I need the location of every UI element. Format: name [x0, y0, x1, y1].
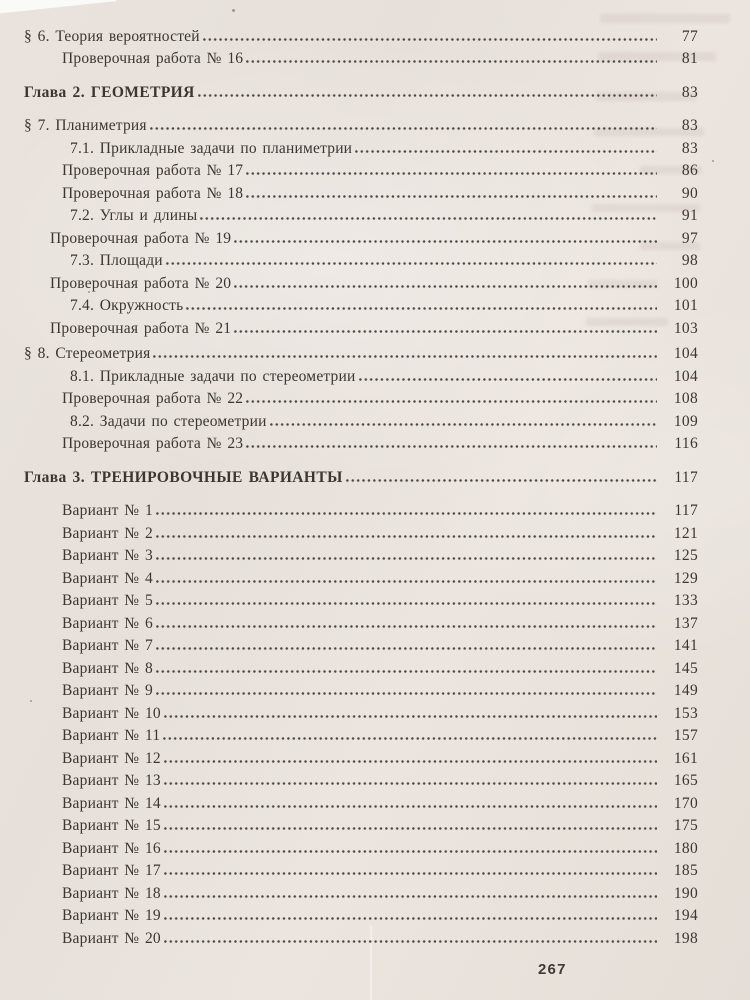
toc-entry: [24, 723, 698, 746]
toc-entry: [24, 790, 698, 813]
toc-entry: [24, 408, 698, 431]
dot-leader: [156, 556, 657, 561]
toc-entry-label: Вариант № 19: [62, 907, 161, 924]
dot-leader: [156, 691, 657, 696]
toc-entry-page: 149: [673, 682, 698, 699]
toc-entry: [24, 46, 698, 69]
toc-entry-page: 190: [673, 884, 698, 902]
toc-entry-page: 103: [673, 319, 698, 337]
toc-list: [0, 23, 750, 948]
dot-leader: [156, 579, 657, 584]
toc-entry: [24, 700, 698, 723]
toc-entry: [24, 543, 698, 566]
toc-entry: [24, 678, 698, 701]
bleed-through-ghost: [600, 14, 730, 23]
dot-leader: [150, 126, 657, 131]
toc-entry-label: Вариант № 14: [62, 794, 161, 812]
toc-entry-label: Вариант № 20: [62, 929, 161, 947]
toc-entry-label: Вариант № 9: [62, 682, 153, 699]
dot-leader: [156, 646, 657, 651]
toc-entry-page: 97: [681, 229, 698, 247]
toc-entry: [24, 225, 698, 248]
toc-entry: [24, 880, 698, 903]
toc-entry-label: Проверочная работа № 17: [62, 162, 244, 179]
toc-entry: [24, 363, 698, 386]
toc-entry-page: 198: [673, 929, 698, 947]
toc-entry-label: Вариант № 3: [62, 547, 153, 564]
toc-entry-label: Проверочная работа № 18: [62, 184, 244, 202]
dot-leader: [186, 306, 657, 311]
toc-entry-label: Вариант № 8: [62, 659, 153, 677]
toc-entry-label: Глава 2. ГЕОМЕТРИЯ: [24, 83, 195, 101]
dot-leader: [246, 171, 657, 176]
toc-entry-label: § 6. Теория вероятностей: [24, 27, 200, 45]
dot-leader: [164, 759, 657, 764]
dot-leader: [164, 781, 657, 786]
toc-entry-label: 7.1. Прикладные задачи по планиметрии: [70, 139, 353, 157]
toc-entry: [24, 610, 698, 633]
dot-leader: [246, 59, 657, 64]
toc-entry-page: 109: [673, 412, 698, 430]
dot-leader: [164, 916, 657, 921]
toc-entry-label: Проверочная работа № 21: [50, 319, 232, 337]
dot-leader: [234, 329, 657, 334]
toc-entry: [24, 858, 698, 881]
toc-entry-label: Вариант № 5: [62, 592, 153, 609]
toc-entry-page: 91: [681, 207, 698, 224]
toc-entry-page: 108: [673, 390, 698, 407]
toc-entry-label: Вариант № 6: [62, 614, 153, 632]
toc-entry-label: Вариант № 11: [62, 727, 161, 744]
toc-entry-label: Вариант № 7: [62, 637, 153, 654]
toc-entry: [24, 588, 698, 611]
toc-entry: [24, 520, 698, 543]
toc-entry-page: 121: [673, 524, 698, 542]
dot-leader: [203, 37, 657, 42]
toc-entry-label: 8.1. Прикладные задачи по стереометрии: [70, 367, 356, 385]
toc-entry-page: 175: [673, 817, 698, 834]
toc-entry: [24, 386, 698, 409]
toc-entry-page: 145: [673, 659, 698, 677]
toc-entry-page: 161: [673, 749, 698, 767]
dot-leader: [198, 93, 657, 98]
scan-edge-artifact: [0, 0, 116, 17]
toc-entry-label: Проверочная работа № 23: [62, 435, 244, 452]
dot-leader: [246, 444, 657, 449]
toc-entry-page: 81: [681, 50, 698, 67]
toc-entry: [24, 23, 698, 46]
toc-entry-label: Вариант № 4: [62, 569, 153, 587]
toc-entry-label: Проверочная работа № 19: [50, 229, 232, 247]
dot-leader: [156, 534, 657, 539]
toc-entry: [24, 925, 698, 948]
dot-leader: [164, 939, 657, 944]
toc-entry-label: Вариант № 15: [62, 817, 161, 834]
toc-entry-page: 86: [681, 162, 698, 179]
toc-entry: [24, 768, 698, 791]
dot-leader: [246, 194, 657, 199]
toc-entry-page: 129: [673, 569, 698, 587]
toc-entry-label: Вариант № 2: [62, 524, 153, 542]
dot-leader: [156, 669, 657, 674]
toc-entry-page: 100: [673, 274, 698, 292]
toc-entry: [24, 655, 698, 678]
toc-entry-label: Вариант № 1: [62, 502, 153, 519]
dot-leader: [234, 284, 657, 289]
toc-entry-page: 133: [673, 592, 698, 609]
toc-entry-page: 98: [681, 252, 698, 269]
toc-entry-page: 141: [673, 637, 698, 654]
toc-entry-page: 104: [673, 345, 698, 362]
toc-entry-page: 137: [673, 614, 698, 632]
toc-entry-label: Вариант № 18: [62, 884, 161, 902]
toc-entry-label: 7.4. Окружность: [70, 297, 184, 314]
dot-leader: [164, 894, 657, 899]
toc-entry-page: 117: [674, 502, 698, 519]
dot-leader: [166, 261, 657, 266]
toc-entry-page: 116: [674, 435, 698, 452]
page-number: 267: [538, 961, 567, 978]
toc-entry: [24, 180, 698, 203]
toc-entry: [24, 745, 698, 768]
toc-entry: [24, 203, 698, 226]
toc-entry: [24, 248, 698, 271]
toc-entry-page: 170: [673, 794, 698, 812]
toc-entry-label: Вариант № 17: [62, 862, 161, 879]
toc-entry-page: 180: [673, 839, 698, 857]
toc-entry: [24, 835, 698, 858]
toc-entry-label: Проверочная работа № 20: [50, 274, 232, 292]
toc-entry-label: Глава 3. ТРЕНИРОВОЧНЫЕ ВАРИАНТЫ: [24, 468, 343, 486]
toc-entry-label: 7.2. Углы и длины: [70, 207, 198, 224]
toc-entry: [24, 431, 698, 454]
toc-entry-label: § 8. Стереометрия: [24, 345, 151, 362]
dot-leader: [246, 399, 657, 404]
dot-leader: [164, 871, 657, 876]
toc-entry: [24, 315, 698, 338]
toc-entry: [24, 633, 698, 656]
toc-entry: [24, 903, 698, 926]
toc-entry: [24, 79, 698, 102]
toc-entry-label: Проверочная работа № 16: [62, 50, 244, 67]
toc-entry: [24, 464, 698, 487]
toc-entry: [24, 135, 698, 158]
toc-entry-page: 194: [673, 907, 698, 924]
dot-leader: [234, 239, 657, 244]
toc-entry-page: 157: [673, 727, 698, 744]
dot-leader: [270, 422, 657, 427]
toc-entry-page: 125: [673, 547, 698, 564]
dot-leader: [164, 714, 657, 719]
toc-entry-page: 83: [681, 117, 698, 134]
dot-leader: [346, 478, 657, 483]
toc-entry: [24, 270, 698, 293]
toc-entry-label: Вариант № 16: [62, 839, 161, 857]
dot-leader: [359, 377, 658, 382]
toc-entry-page: 83: [681, 83, 698, 101]
toc-entry: [24, 565, 698, 588]
toc-entry-label: § 7. Планиметрия: [24, 117, 147, 134]
toc-entry: [24, 341, 698, 364]
dot-leader: [153, 354, 657, 359]
toc-entry-page: 153: [673, 704, 698, 722]
toc-entry-label: Вариант № 10: [62, 704, 161, 722]
toc-entry: [24, 293, 698, 316]
toc-entry-page: 77: [681, 27, 698, 45]
toc-entry-page: 104: [673, 367, 698, 385]
toc-entry: [24, 158, 698, 181]
dot-leader: [200, 216, 657, 221]
dot-leader: [156, 601, 657, 606]
toc-entry-page: 83: [681, 139, 698, 157]
toc-entry-page: 165: [673, 772, 698, 789]
toc-entry: [24, 498, 698, 521]
paper-speck: [232, 9, 235, 12]
toc-entry-label: 8.2. Задачи по стереометрии: [70, 412, 267, 430]
dot-leader: [163, 736, 657, 741]
toc-entry-label: 7.3. Площади: [70, 252, 163, 269]
dot-leader: [164, 804, 657, 809]
dot-leader: [355, 149, 657, 154]
dot-leader: [156, 511, 657, 516]
toc-entry-label: Проверочная работа № 22: [62, 390, 244, 407]
dot-leader: [164, 849, 657, 854]
toc-entry-label: Вариант № 12: [62, 749, 161, 767]
toc-entry-page: 117: [674, 468, 698, 486]
toc-entry: [24, 113, 698, 136]
toc-entry: [24, 813, 698, 836]
dot-leader: [164, 826, 657, 831]
toc-entry-label: Вариант № 13: [62, 772, 161, 789]
toc-entry-page: 185: [673, 862, 698, 879]
toc-entry-page: 90: [681, 184, 698, 202]
toc-entry-page: 101: [673, 297, 698, 314]
dot-leader: [156, 624, 657, 629]
